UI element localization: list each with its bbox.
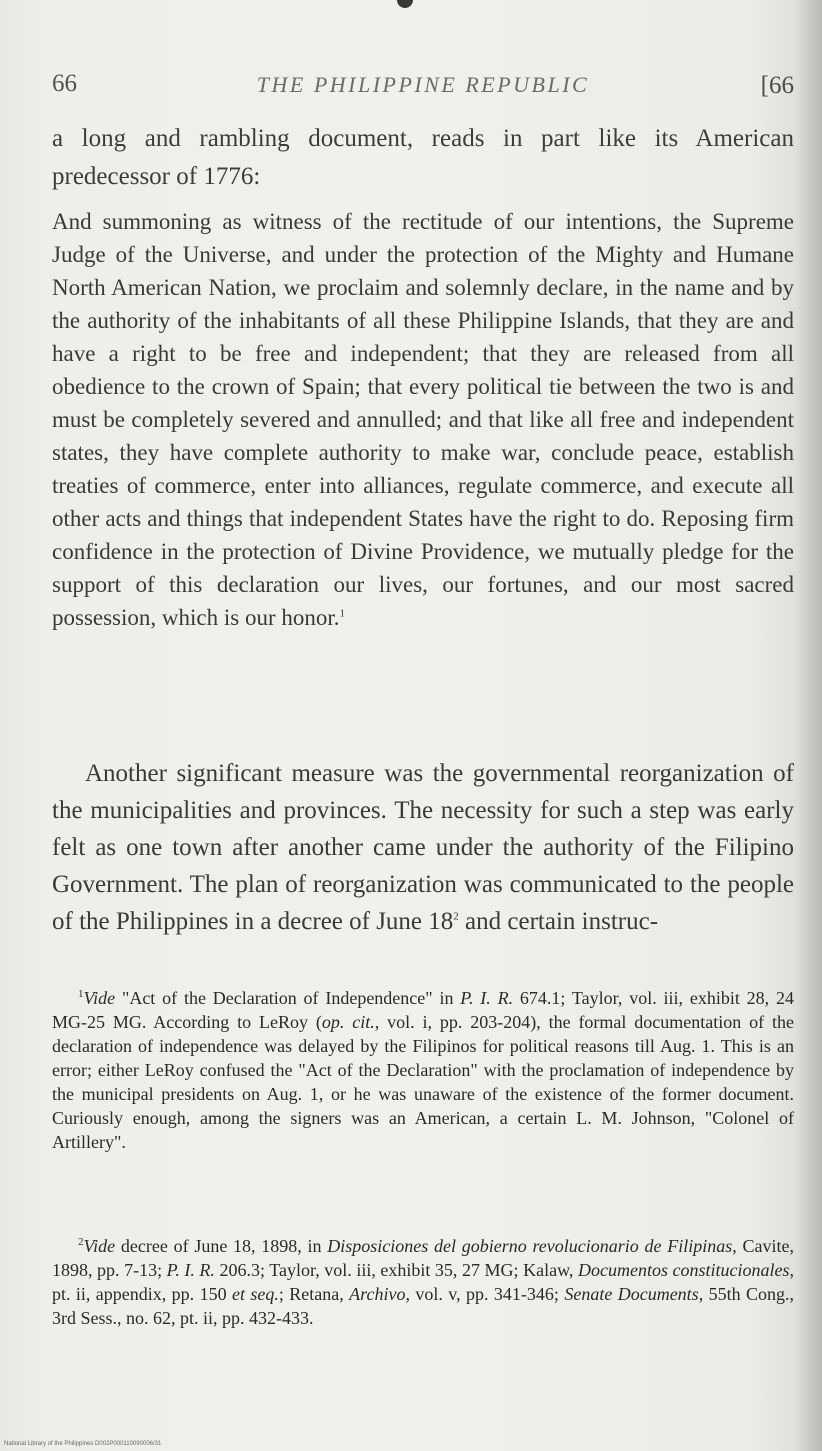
running-title: THE PHILIPPINE REPUBLIC: [256, 72, 590, 97]
page-number: 66: [52, 70, 77, 97]
footnote-2-archivo: Archivo: [349, 1284, 406, 1304]
intro-paragraph: a long and rambling document, reads in part like its American predecessor of 1776:: [52, 125, 794, 190]
footnote-2-text-6: , vol. v, pp. 341-346;: [405, 1284, 565, 1304]
footnote-1: [52, 986, 794, 1154]
footnote-2-et-seq: et seq.: [232, 1284, 279, 1304]
footnote-1-vide: Vide: [83, 988, 116, 1008]
footnote-2-disposiciones: Disposiciones del gobierno revolucionario de Filipinas: [327, 1236, 733, 1256]
body-text-a: Another significant measure was the governmental reorganization of the municipalities and provinces. The necessity for such a step was early felt as one town after another came under the authority of the Filipino Government. The plan of reorganization was communicated to the people of the Philippines in a decree of June 18: [52, 760, 794, 935]
footnote-1-text-3: , vol. i, pp. 203-204), the formal documentation of the declaration of independence was delayed by the Filipinos for political reasons till Aug. 1. This is an error; either LeRoy confused the "Act of the Declaration" with the proclamation of independence by the municipal presidents on Aug. 1, or he was unaware of the existence of the former document. Curiously enough, among the signers was an American, a certain L. M. Johnson, "Colonel of Artillery".: [52, 1012, 795, 1152]
binding-mark: [397, 0, 413, 8]
footnote-2-text-2: , Cavite, 1898, pp. 7-13;: [52, 1236, 794, 1280]
footnote-2-text-1: decree of June 18, 1898, in: [115, 1236, 328, 1256]
footnote-2-vide: Vide: [83, 1236, 116, 1256]
footnote-2-mark: 2: [78, 1236, 84, 1248]
footnote-1-pir: P. I. R.: [460, 988, 514, 1008]
footnote-2-text-3: 206.3; Taylor, vol. iii, exhibit 35, 27 MG; Kalaw,: [214, 1260, 578, 1280]
footnote-1-op-cit: op. cit.: [321, 1012, 375, 1032]
footnote-ref-1: 1: [339, 607, 345, 620]
declaration-quote: [52, 205, 794, 634]
running-head: [52, 70, 794, 110]
footnote-ref-2: 2: [453, 910, 459, 923]
footnote-1-text-2: 674.1; Taylor, vol. iii, exhibit 28, 24 MG-25 MG. According to LeRoy (: [52, 988, 794, 1032]
body-text-b: and certain instruc-: [458, 908, 659, 935]
page-edge-shadow: [796, 0, 822, 1451]
footnote-1-mark: 1: [78, 988, 84, 1000]
digitization-credit: National Library of the Philippines D002P000110090006/31: [4, 1441, 162, 1447]
footnote-2-pir: P. I. R.: [166, 1260, 215, 1280]
footnote-1-text-1: "Act of the Declaration of Independence" in: [115, 988, 461, 1008]
body-paragraph: [52, 755, 794, 940]
footnote-2-senate-documents: Senate Documents: [564, 1284, 699, 1304]
quote-text: And summoning as witness of the rectitude of our intentions, the Supreme Judge of the Universe, and under the protection of the Mighty and Humane North American Nation, we proclaim and solemnly declare, in the name and by the authority of the inhabitants of all these Philippine Islands, that they are and have a right to be free and independent; that they are released from all obedience to the crown of Spain; that every political tie between the two is and must be completely severed and annulled; and that like all free and independent states, they have complete authority to make war, conclude peace, establish treaties of commerce, enter into alliances, regulate commerce, and execute all other acts and things that independent States have the right to do. Reposing firm confidence in the protection of Divine Providence, we mutually pledge for the support of this declaration our lives, our fortunes, and our most sacred possession, which is our honor.: [52, 209, 794, 630]
footnote-2-text-5: ; Retana,: [278, 1284, 350, 1304]
page-number-bracket: [66: [760, 72, 794, 99]
footnote-2-text-4: , pt. ii, appendix, pp. 150: [52, 1260, 794, 1304]
footnote-2-documentos: Documentos constitucionales: [577, 1260, 790, 1280]
footnote-2-text-7: , 55th Cong., 3rd Sess., no. 62, pt. ii, pp. 432-433.: [52, 1284, 795, 1328]
footnote-2: [52, 1234, 794, 1330]
